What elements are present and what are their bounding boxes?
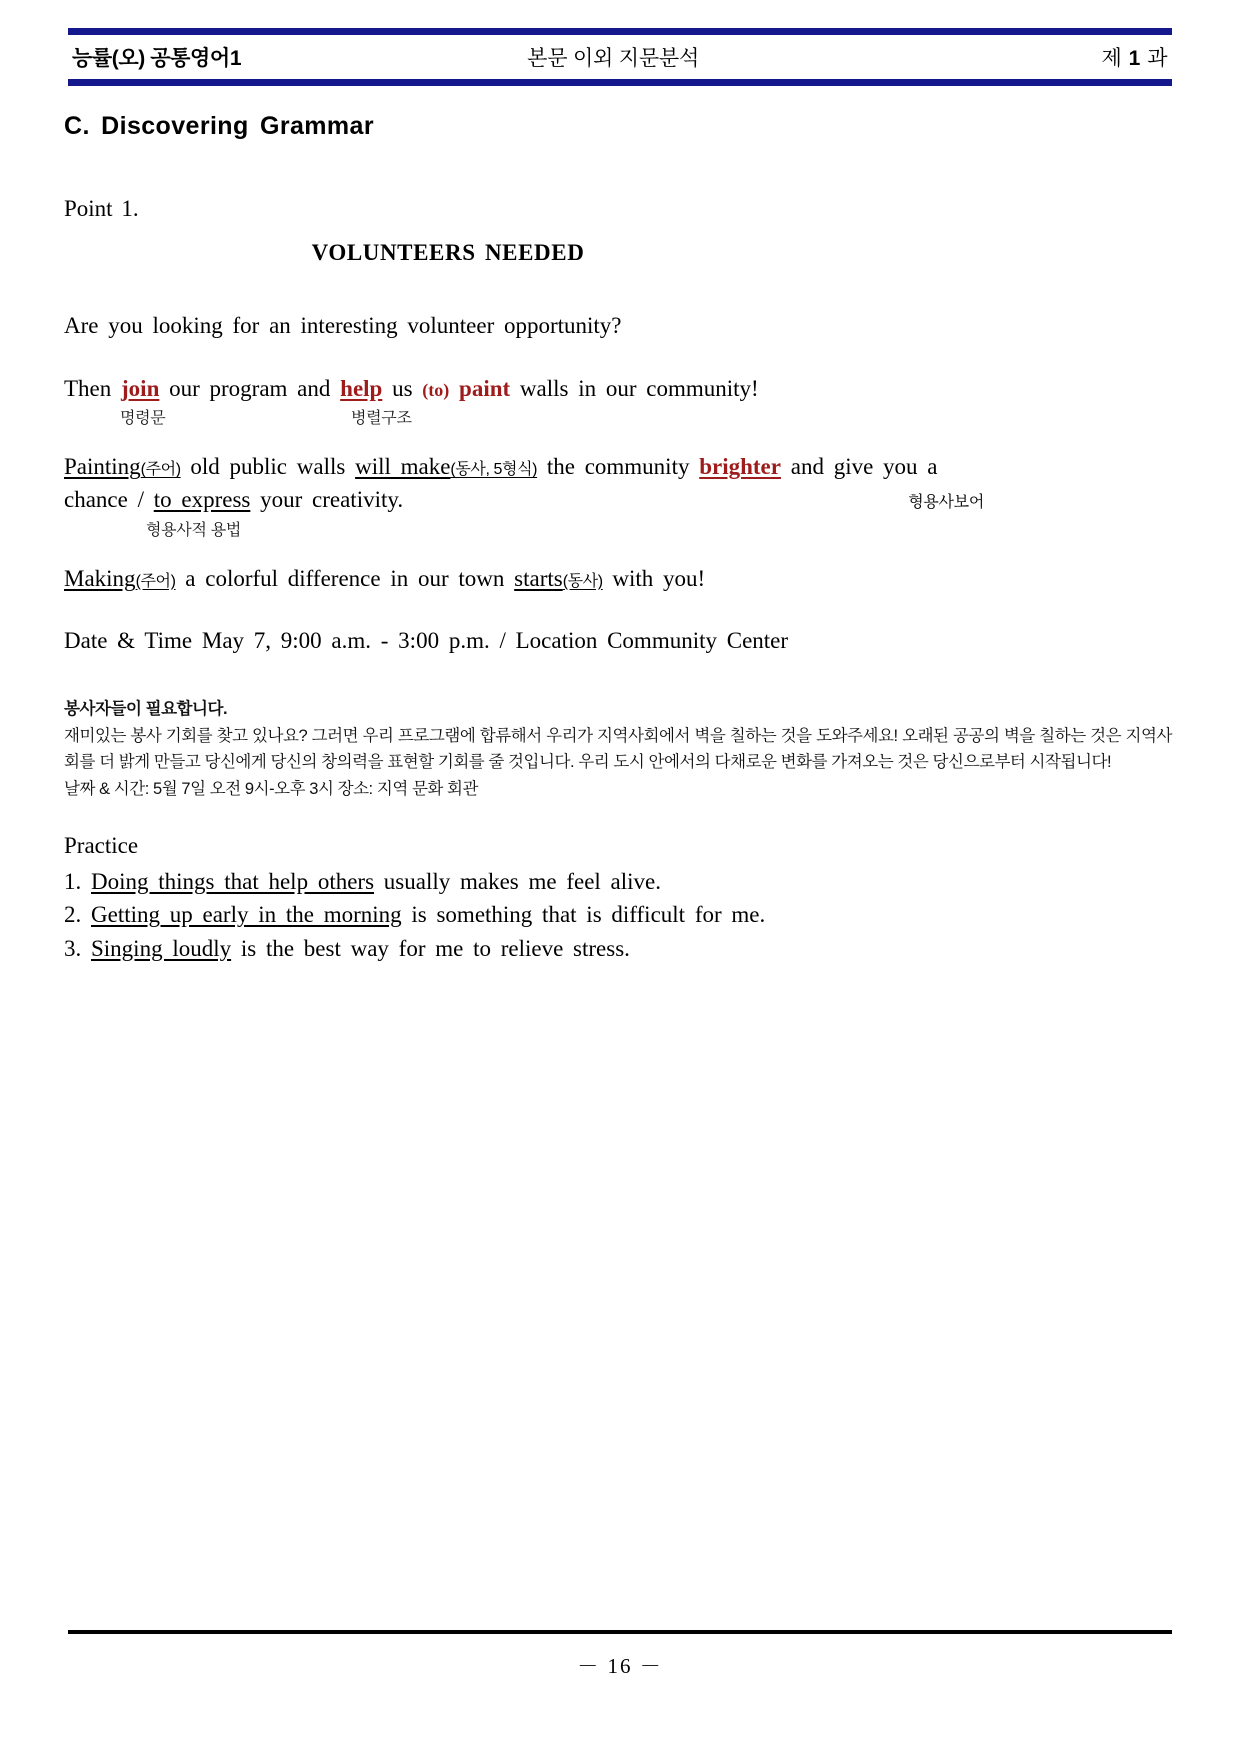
text-then: Then (64, 375, 122, 401)
text-colorful-difference: a colorful difference in our town (175, 565, 515, 591)
text-chance: chance / (64, 486, 154, 512)
korean-translation-block (64, 696, 1172, 803)
page-number: － 16 － (577, 1654, 663, 1678)
passage-line-question: Are you looking for an interesting volunteer opportunity? (64, 313, 622, 338)
practice-2-rest: is something that is difficult for me. (401, 902, 766, 928)
header-section-title: 본문 이외 지문분석 (527, 47, 700, 70)
passage-line-chance (64, 484, 1172, 517)
passage-line-imperative (64, 373, 1172, 406)
practice-1-underlined: Doing things that help others (91, 868, 375, 894)
practice-2-underlined: Getting up early in the morning (91, 902, 402, 928)
tag-making-subject: (주어) (135, 572, 176, 590)
annotation-row-imperative (64, 405, 1172, 435)
tag-starts-verb: (동사) (562, 572, 603, 590)
practice-item-1 (64, 865, 1172, 898)
footer-rule (68, 1630, 1172, 1634)
practice-item-3 (64, 932, 1172, 965)
lesson-suffix: 과 (1147, 47, 1168, 70)
text-walls-community: walls in our community! (510, 375, 759, 401)
text-with-you: with you! (602, 565, 706, 591)
practice-1-rest: usually makes me feel alive. (374, 868, 661, 894)
text-the-community: the community (537, 454, 700, 480)
tag-will-make-verb: (동사, 5형식) (450, 461, 538, 479)
word-will-make: will make (355, 454, 451, 480)
word-paint: paint (459, 375, 511, 401)
annotation-row-adjective-usage (64, 517, 1172, 547)
text-space (449, 376, 459, 401)
translation-body: 재미있는 봉사 기회를 찾고 있나요? 그러면 우리 프로그램에 합류해서 우리가 지역사회에서 벽을 칠하는 것을 도와주세요! 오래된 공공의 벽을 칠하는 것은 지역사회를 더 밝게 만들고 당신에게 당신의 창의력을 표현할 기회를 줄 것입니다. 우리 도시 안에서의 다채로운 변화를 가져오는 것은 당신으로부터 시작됩니다! (64, 726, 1172, 772)
annotation-imperative: 명령문 (120, 410, 166, 428)
word-painting: Painting (64, 454, 141, 480)
passage-title: VOLUNTEERS NEEDED (311, 240, 585, 265)
annotation-adjectival-usage: 형용사적 용법 (146, 521, 242, 539)
practice-item-2 (64, 898, 1172, 931)
word-help: help (340, 375, 383, 401)
word-to-express: to express (153, 486, 251, 512)
text-and-give-you-a: and give you a (780, 454, 938, 480)
page-header (68, 28, 1172, 86)
word-brighter: brighter (699, 454, 781, 480)
section-heading: C. Discovering Grammar (64, 112, 374, 140)
header-row (68, 35, 1172, 79)
lesson-prefix: 제 (1101, 47, 1123, 70)
practice-3-rest: is the best way for me to relieve stress. (231, 935, 630, 961)
header-book-title: 능률(오) 공통영어1 (72, 47, 242, 70)
practice-1-number: 1. (64, 868, 82, 894)
header-lesson-label (1102, 42, 1168, 72)
word-making: Making (64, 565, 136, 591)
passage-line-painting (64, 451, 1172, 484)
word-join: join (121, 375, 160, 401)
content-body (64, 196, 1172, 965)
practice-2-number: 2. (64, 902, 82, 928)
text-us: us (382, 375, 423, 401)
word-starts: starts (514, 565, 563, 591)
header-rule-top (68, 28, 1172, 35)
text-old-public-walls: old public walls (180, 454, 356, 480)
practice-3-number: 3. (64, 935, 82, 961)
practice-3-underlined: Singing loudly (91, 935, 232, 961)
point-label: Point 1. (64, 196, 139, 221)
header-rule-bottom (68, 79, 1172, 86)
text-our-program-and: our program and (159, 375, 341, 401)
annotation-parallel-structure: 병렬구조 (351, 410, 412, 428)
practice-heading: Practice (64, 832, 139, 858)
tag-painting-subject: (주어) (140, 461, 181, 479)
translation-heading: 봉사자들이 필요합니다. (64, 699, 228, 718)
text-your-creativity: your creativity. (250, 486, 404, 512)
passage-line-datetime: Date & Time May 7, 9:00 a.m. - 3:00 p.m. / Location Community Center (64, 628, 789, 654)
word-to: (to) (422, 379, 450, 400)
translation-datetime: 날짜 & 시간: 5월 7일 오전 9시-오후 3시 장소: 지역 문화 회관 (64, 780, 479, 799)
passage-line-making (64, 563, 1172, 596)
annotation-adjective-complement: 형용사보어 (908, 493, 984, 511)
lesson-number: 1 (1128, 47, 1141, 70)
